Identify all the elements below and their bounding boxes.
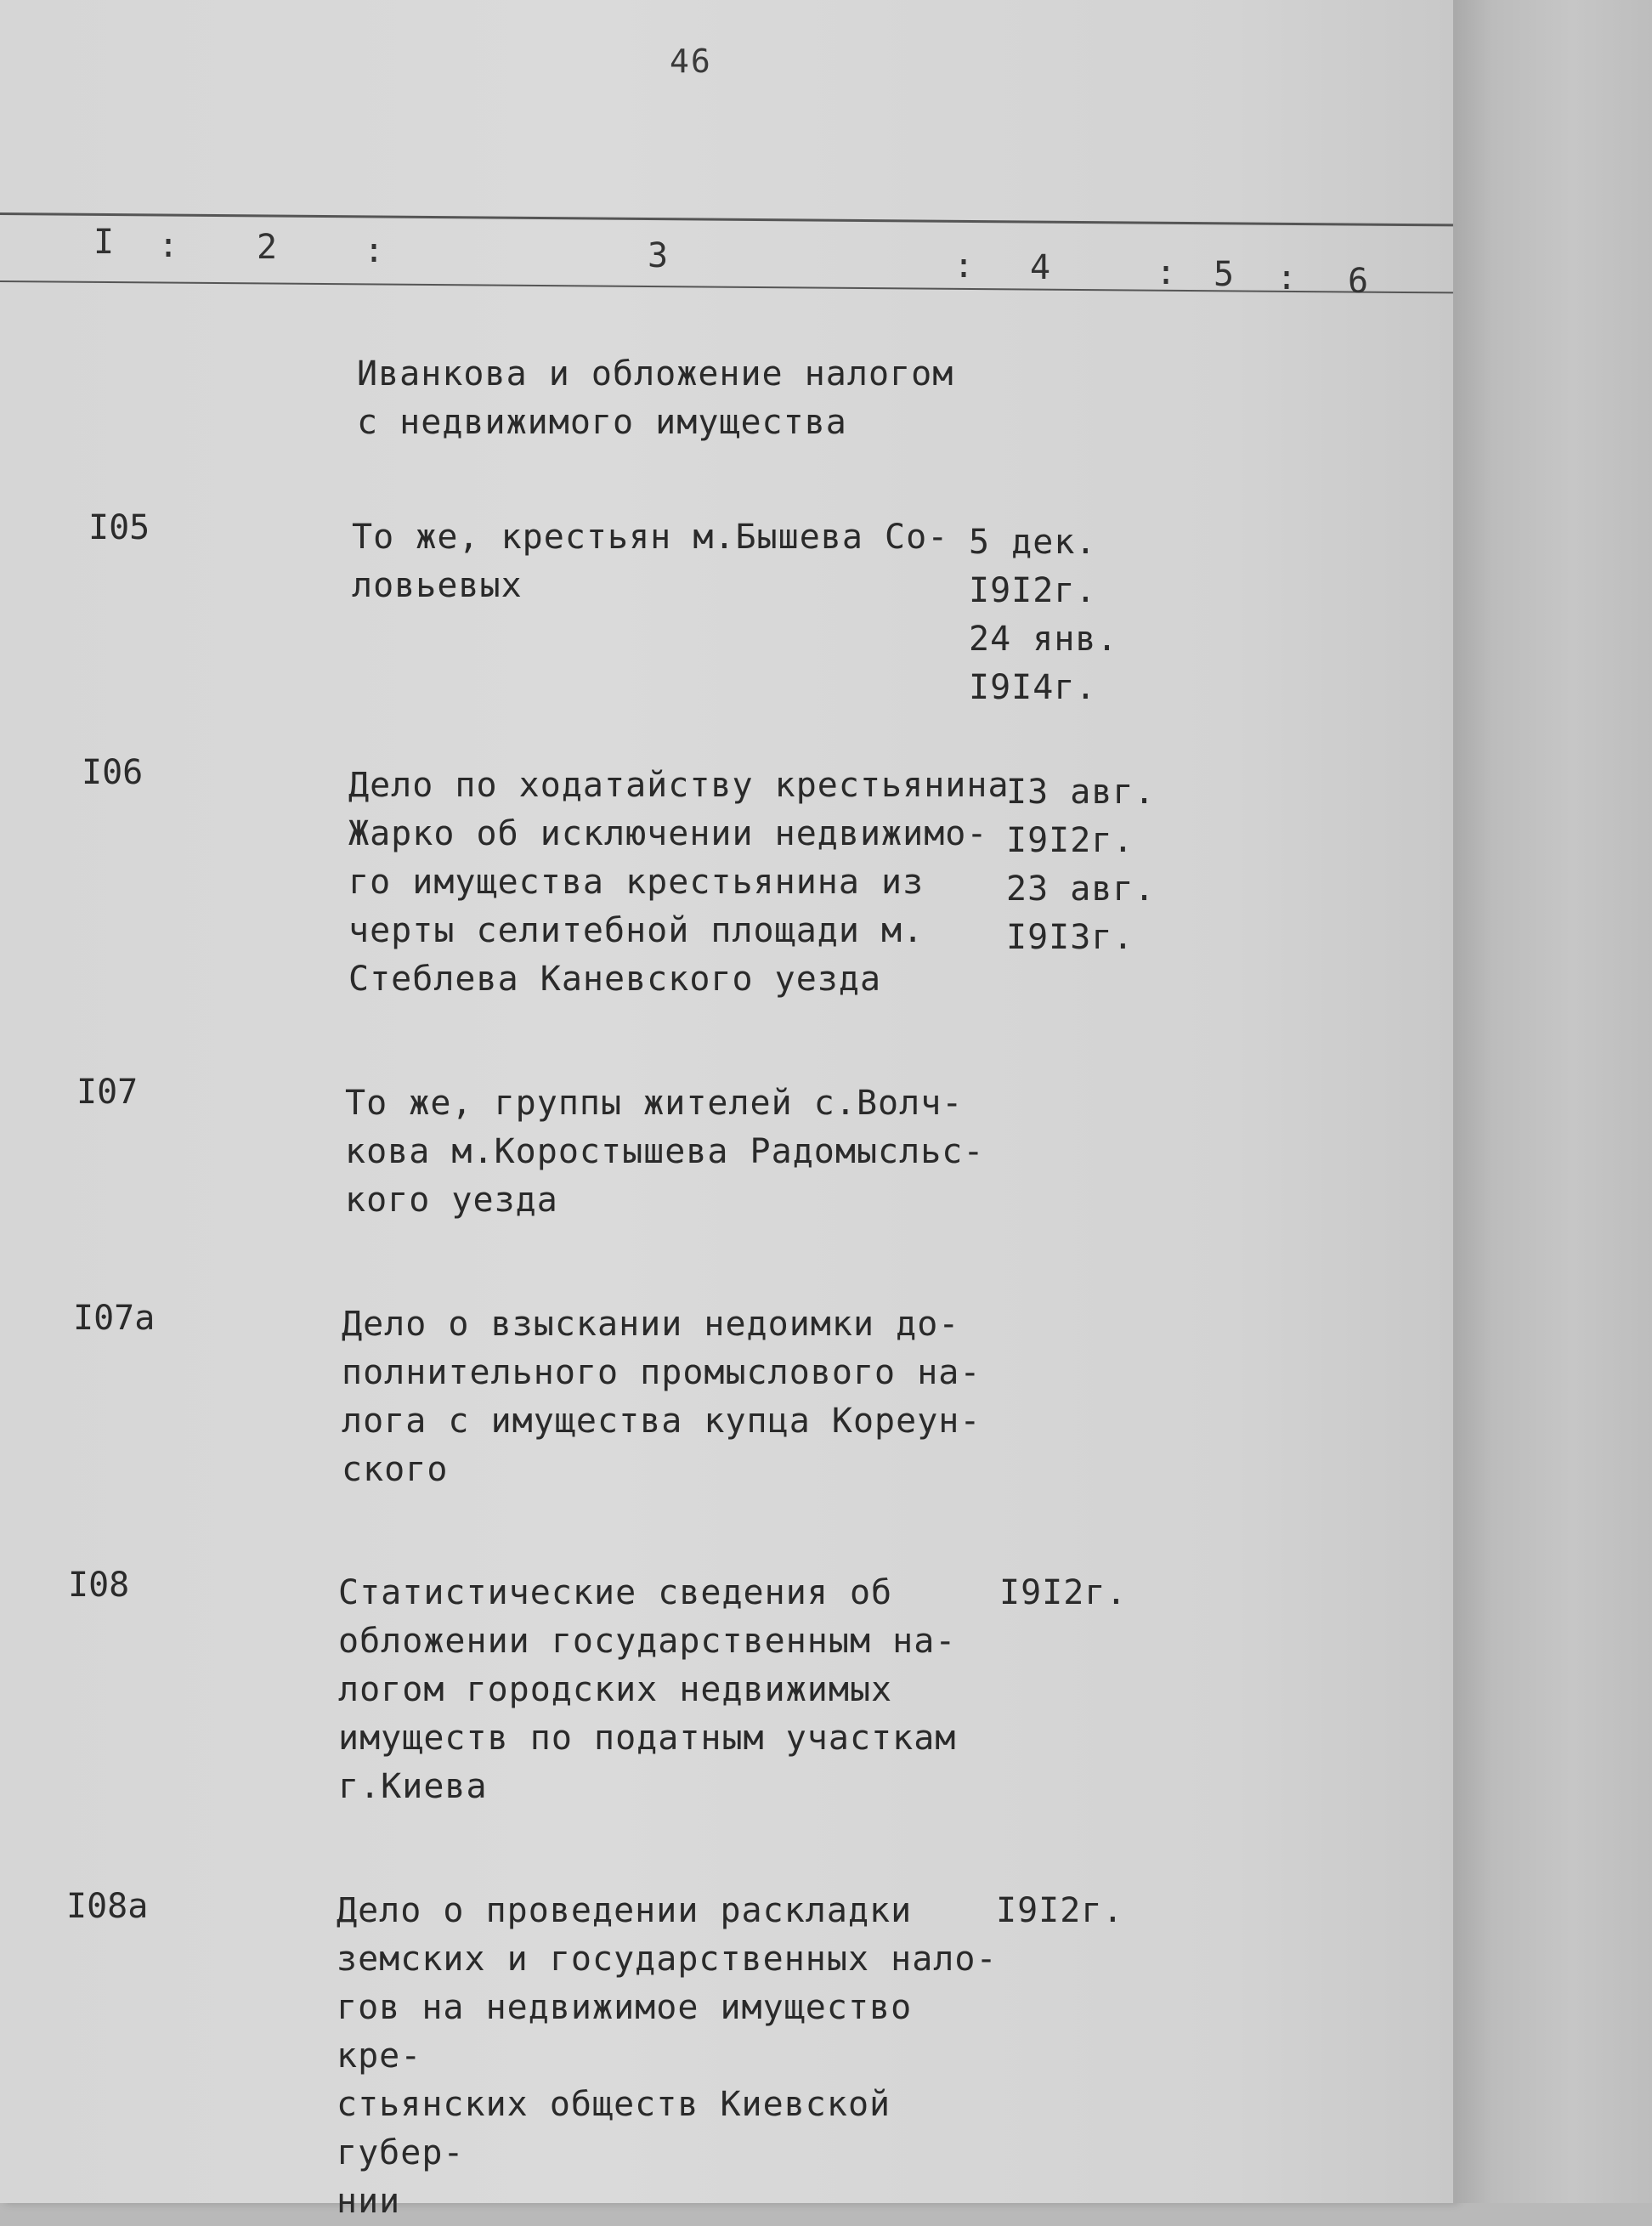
column-header-3: 3 (648, 236, 669, 275)
record-dates: I3 авг. I9I2г. 23 авг. I9I3г. (1006, 773, 1156, 957)
continuation-text: Иванкова и обложение налогом с недвижимого имущества (357, 354, 954, 442)
next-page-edge (1453, 0, 1652, 2203)
page-number: 46 (670, 42, 712, 80)
record-dates: I9I2г. (996, 1891, 1124, 1930)
column-header-4: 4 (1030, 248, 1051, 287)
record-title: Дело о проведении раскладки земских и государственных нало- гов на недвижимое имущество кре- стьянских обществ Киевской губер- нии (337, 1891, 998, 2221)
record-number: I08 (68, 1566, 130, 1605)
column-separator: : (158, 226, 179, 265)
record-title: Дело о взыскании недоимки до- полнительного промыслового на- лога с имущества купца Кореун- ского (342, 1305, 982, 1489)
record-title: Дело по ходатайству крестьянина Жарко об исключении недвижимо- го имущества крестьянина из черты селитебной площади м. Стеблева Каневского уезда (348, 766, 1010, 999)
column-header-6: 6 (1348, 262, 1369, 301)
column-header-2: 2 (257, 228, 278, 267)
column-separator: : (1276, 258, 1298, 297)
record-number: I05 (88, 508, 150, 547)
record-dates: 5 дек. I9I2г. 24 янв. I9I4г. (969, 523, 1118, 707)
column-header-5: 5 (1214, 255, 1235, 294)
column-separator: : (953, 246, 975, 286)
record-number: I07а (73, 1299, 156, 1338)
column-separator: : (1156, 253, 1177, 292)
record-title: То же, группы жителей с.Волч- кова м.Коростышева Радомысльс- кого уезда (345, 1084, 985, 1220)
column-header-1: I (93, 223, 115, 262)
record-number: I06 (82, 753, 144, 792)
record-number: I08а (66, 1887, 149, 1926)
header-rule-bottom (0, 280, 1453, 293)
record-number: I07 (76, 1073, 139, 1112)
record-title: Статистические сведения об обложении государственным на- логом городских недвижимых имуществ по податным участкам г.Киева (338, 1573, 957, 1806)
column-separator: : (364, 231, 385, 270)
record-title: То же, крестьян м.Бышева Со- ловьевых (352, 518, 949, 605)
record-dates: I9I2г. (999, 1573, 1128, 1612)
header-rule-top (0, 212, 1453, 226)
